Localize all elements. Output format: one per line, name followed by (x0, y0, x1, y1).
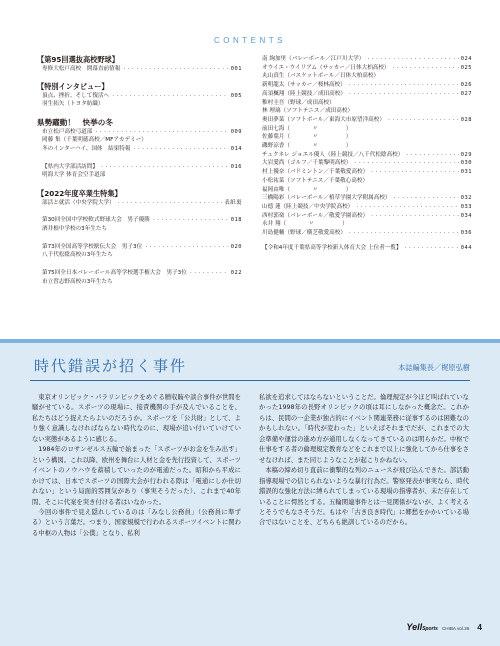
column-body-left (32, 393, 241, 539)
contents-title: CONTENTS (214, 36, 286, 45)
toc-subline: 稚村圭吾（野球／成田高校） (262, 99, 335, 106)
page-footer (406, 622, 482, 632)
toc-subline: 明海大学 体育会空手道部 (42, 172, 106, 179)
brand-logo: YellSports (406, 622, 438, 632)
toc-subline: 丸山真生（バスケットボール／日体大柏高校） (262, 73, 380, 80)
page-number: 4 (477, 622, 482, 632)
paragraph: 1984年のロサンゼルス五輪で始まった「スポーツがお金を生み出す」という構図。これ以降、欧州を舞台に人材と金を先行投資して、スポーツイベントのノウハウを蓄積していったのが電通だった。昭和から平成にかけては、日本でスポーツの国際大会が行われる際は「電通にしか仕切れない」という局面的雰囲気があり（事実そうだった）、これまで40年間、そこに代案を突き付ける者はいなかった。 (32, 446, 241, 506)
title-rule (30, 380, 470, 381)
section-head: 【第95回選抜高校野球】 (37, 55, 119, 64)
paragraph: 私欲を追求してはならないということだ。倫理規定が今ほど叫ばれていなかった1998年の長野オリンピックの頃は耳にしなかった概念だ。これからは、民間の一企業が独占的にイベント関連業務に従事するのは困難なのかもしれない。「時代が変わった」といえばそれまでだが、これまでの大会準備や運営の進め方が通用しなくなってきているのは明らかだ。中枢で仕事をする者の倫理規定教育などをこれまで以上に強化してから仕事をさせなければ、また同じようなことが起こりかねない。 (259, 394, 469, 464)
section-head: 県勢躍動！ 快挙の冬 (37, 118, 113, 128)
toc-subline: 酒井根中学校の3年生たち (42, 226, 108, 233)
column-body-right (259, 393, 469, 529)
toc-subline: 前田七海（ 〃 ） (262, 125, 352, 132)
toc-entry[interactable]: 奥田夢菜（ソフトボール／東海大市原望洋高校） ・・・・・・・・・・・・・・・・・・・・・・・・・・・・・・・・・・・・・・・・・・・・・・・・・・・・・・・・・・・・・・・・ 028 (262, 116, 472, 125)
toc-entry[interactable]: 【令和4年度千葉県高等学校新人体育大会 上位者一覧】 ・・・・・・・・・・・・・・・・・・・・・・・・・・・・・・・・・・・・・・・・・・・・・・・・・・・・・・・・・・・・・・・・ 044 (262, 244, 472, 253)
toc-subline: 磯野涼香（ 〃 ） (262, 143, 352, 150)
toc-subline: 福岡由唯（ 〃 ） (262, 186, 352, 193)
toc-entry[interactable]: 市立松戸高校弓道部 ・・・・・・・・・・・・・・・・・・・・・・・・・・・・・・・・・・・・・・・・・・・・・・・・・・・・・・・・・・・・・・・・ 009 (37, 128, 242, 137)
toc-left-column (37, 55, 242, 287)
toc-subline: 永井 翔（ 〃 ） (262, 221, 348, 228)
paragraph: 今回の事件で見え隠れしているのは「みなし公務員」（公務員に準ずる）という言葉だ。つまり、国家規模で行われるスポーツイベントに関わる中枢の人物は「公僕」となり、私利 (32, 508, 241, 537)
toc-entry[interactable]: 部活と就活（中央学院大学） ・・・・・・・・・・・・・・・・・・・・・・・・・・・・・・・・・・・・・・・・・・・・・・・・・・・・・・・・・・・・・・・・ 表紙裏 (37, 199, 242, 208)
toc-entry[interactable]: 新明龍太（サッカー／桜林高校） ・・・・・・・・・・・・・・・・・・・・・・・・・・・・・・・・・・・・・・・・・・・・・・・・・・・・・・・・・・・・・・・・ 026 (262, 81, 472, 90)
toc-entry[interactable]: 南 絢加里（バレーボール／江戸川大学） ・・・・・・・・・・・・・・・・・・・・・・・・・・・・・・・・・・・・・・・・・・・・・・・・・・・・・・・・・・・・・・・・ 024 (262, 55, 472, 64)
paragraph: 東京オリンピック・パラリンピックをめぐる贈収賄や談合事件が世間を騒がせている。スポーツの現場に、接責機関の手が及んでいることを、私たちはどう捉えたらよいのだろうか。スポーツを「公共財」として、より強く意識しなければならない時代なのに、現場が追い付いていけていない実態があるように感じる。 (32, 394, 241, 443)
toc-entry[interactable]: チュクネレ ジョエル優人（陸上競技／八千代松陰高校） ・・・・・・・・・・・・・・・・・・・・・・・・・・・・・・・・・・・・・・・・・・・・・・・・・・・・・・・・・・・・・・・・ 029 (262, 151, 472, 160)
toc-entry[interactable]: 村上優奈（バドミントン／千葉敬愛高校） ・・・・・・・・・・・・・・・・・・・・・・・・・・・・・・・・・・・・・・・・・・・・・・・・・・・・・・・・・・・・・・・・ 031 (262, 168, 472, 177)
toc-subline: 羽生拓矢（トヨタ紡織） (42, 101, 104, 108)
toc-entry[interactable]: 専修大松戸高校 開幕直前情報 ・・・・・・・・・・・・・・・・・・・・・・・・・・・・・・・・・・・・・・・・・・・・・・・・・・・・・・・・・・・・・・・・ 001 (37, 65, 242, 74)
toc-subline: 八千代松陰高校の3年生たち (42, 252, 113, 259)
toc-entry[interactable]: 冬のインターハイ、国体 結果特報 ・・・・・・・・・・・・・・・・・・・・・・・・・・・・・・・・・・・・・・・・・・・・・・・・・・・・・・・・・・・・・・・・ 014 (37, 145, 242, 154)
toc-subline: 小松祐菜（ソフトテニス／千葉敬心高校） (262, 177, 369, 184)
toc-subline: 林 理璃（ソフトテニス／成田高校） (262, 108, 354, 115)
toc-entry[interactable]: 【県内大学部活訪問】 ・・・・・・・・・・・・・・・・・・・・・・・・・・・・・・・・・・・・・・・・・・・・・・・・・・・・・・・・・・・・・・・・ 016 (37, 163, 242, 172)
toc-entry[interactable]: 第73回全国高等学校駅伝大会 男子3位 ・・・・・・・・・・・・・・・・・・・・・・・・・・・・・・・・・・・・・・・・・・・・・・・・・・・・・・・・・・・・・・・・ 020 (37, 243, 242, 252)
toc-entry[interactable]: オウイエ・ウイリアム（サッカー／日体大柏高校） ・・・・・・・・・・・・・・・・・・・・・・・・・・・・・・・・・・・・・・・・・・・・・・・・・・・・・・・・・・・・・・・・ 025 (262, 64, 472, 73)
toc-subline: 佐藤葉月（ 〃 ） (262, 134, 352, 141)
toc-entry[interactable]: 頂点、挫折、そして復活へ ・・・・・・・・・・・・・・・・・・・・・・・・・・・・・・・・・・・・・・・・・・・・・・・・・・・・・・・・・・・・・・・・ 005 (37, 92, 242, 101)
paragraph: 本稿の締め切り直前に衝撃的な列のニュースが飛び込んできた。部活動指導現場での信じられないような暴行行為だ。警察発表が事実なら、時代錯誤的な強化方法に縛られてしまっている現場の指導者が、未だ存在していることに愕然とする。五輪関連事件とは一見関係がないが、よく考えるとそうでもなさそうだ。もはや「古き良き時代」に郷愁をかかいている場合ではないことを、どちらも絶訓しているのだから。 (259, 467, 469, 527)
toc-entry[interactable]: 第75回全日本バレーボール高等学校選手権大会 男子3位 ・・・・・・・・・・・・・・・・・・・・・・・・・・・・・・・・・・・・・・・・・・・・・・・・・・・・・・・・・・・・・・・・ 022 (37, 269, 242, 278)
toc-subline: 市立習志野高校の3年生たち (42, 278, 113, 285)
toc-entry[interactable]: 川島健輔（野球／横芝敬愛高校） ・・・・・・・・・・・・・・・・・・・・・・・・・・・・・・・・・・・・・・・・・・・・・・・・・・・・・・・・・・・・・・・・ 036 (262, 229, 472, 238)
toc-entry[interactable]: 第30回全国中学校軟式野球大会 男子優勝 ・・・・・・・・・・・・・・・・・・・・・・・・・・・・・・・・・・・・・・・・・・・・・・・・・・・・・・・・・・・・・・・・ 018 (37, 216, 242, 225)
toc-entry[interactable]: 西村郭楽（バレーボール／敬愛学園高校） ・・・・・・・・・・・・・・・・・・・・・・・・・・・・・・・・・・・・・・・・・・・・・・・・・・・・・・・・・・・・・・・・ 034 (262, 212, 472, 221)
toc-subline: 岡藤 集（千葉明徳高校／MFアカデミー） (42, 137, 147, 144)
toc-entry[interactable]: 大岩愛尚（ゴルフ／千葉黎明高校） ・・・・・・・・・・・・・・・・・・・・・・・・・・・・・・・・・・・・・・・・・・・・・・・・・・・・・・・・・・・・・・・・ 030 (262, 159, 472, 168)
section-head: 【特別インタビュー】 (37, 82, 109, 92)
column-byline: 本誌編集長／梶原弘樹 (398, 363, 470, 372)
section-head: 【2022年度卒業生特集】 (37, 189, 122, 199)
issue-label: CHIBA vol.39 (441, 626, 470, 631)
toc-entry[interactable]: 高須楓翔（陸上競技／成田高校） ・・・・・・・・・・・・・・・・・・・・・・・・・・・・・・・・・・・・・・・・・・・・・・・・・・・・・・・・・・・・・・・・ 027 (262, 90, 472, 99)
toc-right-column (262, 55, 472, 252)
toc-entry[interactable]: 三橋陽彩（バレーボール／植草学園大学附属高校） ・・・・・・・・・・・・・・・・・・・・・・・・・・・・・・・・・・・・・・・・・・・・・・・・・・・・・・・・・・・・・・・・ 032 (262, 194, 472, 203)
column-title: 時代錯誤が招く事件 (34, 357, 188, 375)
toc-entry[interactable]: 山德 蓮（陸上競技／中央学院高校） ・・・・・・・・・・・・・・・・・・・・・・・・・・・・・・・・・・・・・・・・・・・・・・・・・・・・・・・・・・・・・・・・ 033 (262, 203, 472, 212)
